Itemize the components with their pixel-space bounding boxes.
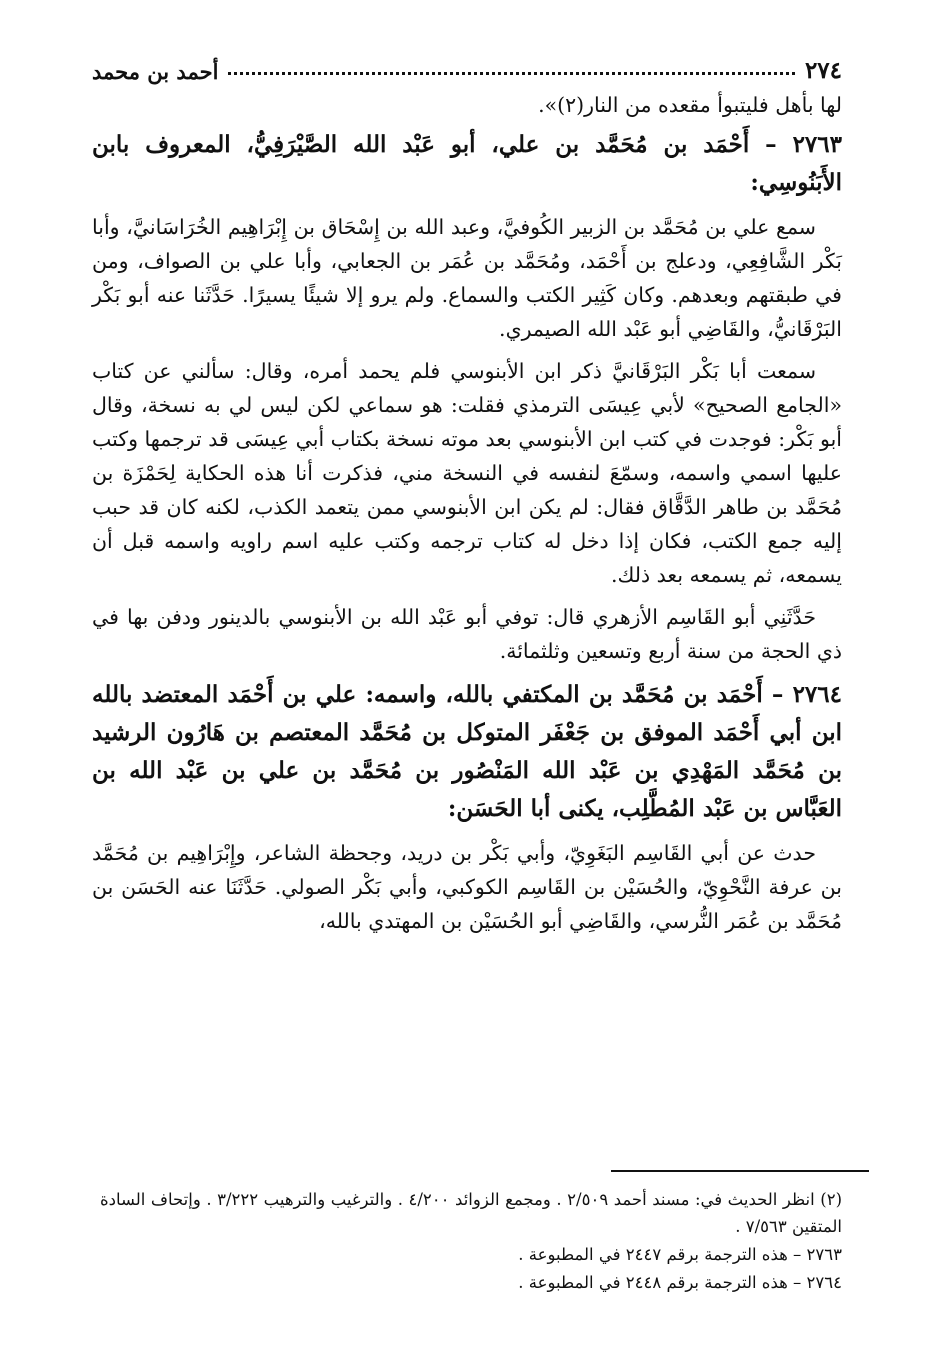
footnote-separator (611, 1170, 869, 1172)
footnote-1: (٢) انظر الحديث في: مسند أحمد ٢/٥٠٩ . ومجمع الزوائد ٤/٢٠٠ . والترغيب والترهيب ٣/٢٢٢ . وإتحاف السادة المتقين ٧/٥٦٣ . (100, 1190, 843, 1236)
footnotes (100, 1186, 842, 1297)
entry-2763-paragraph-3: حَدَّثَنِي أبو القَاسِم الأزهري قال: توفي أبو عَبْد الله بن الأبنوسي بالدينور ودفن بها في ذي الحجة من سنة أربع وتسعين وثلثمائة. (92, 605, 842, 663)
running-title: أحمد بن محمد (92, 59, 219, 84)
page-number: ٢٧٤ (804, 57, 842, 84)
header-dotted-leader (228, 72, 795, 75)
entry-2763-title: ٢٧٦٣ – أَحْمَد بن مُحَمَّد بن علي، أبو عَبْد الله الصَّيْرَفِيُّ، المعروف بابن الأَبَنُوسِي: (92, 131, 842, 196)
entry-2764-title: ٢٧٦٤ – أَحْمَد بن مُحَمَّد بن المكتفي بالله، واسمه: علي بن أَحْمَد المعتضد بالله ابن أبي أَحْمَد الموفق بن جَعْفَر المتوكل بن مُحَمَّد المعتصم بن هَارُون الرشيد بن مُحَمَّد المَهْدِي بن عَبْد الله المَنْصُور بن مُحَمَّد بن علي بن عَبْد الله بن العَبَّاس بن عَبْد المُطَّلِب، يكنى أبا الحَسَن: (92, 681, 842, 822)
entry-2764-paragraph-1: حدث عن أبي القَاسِم البَغَوِيّ، وأبي بَكْر بن دريد، وجحظة الشاعر، وإِبْرَاهِيم بن مُحَمَّد بن عرفة النَّحْوِيّ، والحُسَيْن بن القَاسِم الكوكبي، وأبي بَكْر الصولي. حَدَّثَنَا عنه الحَسَن بن مُحَمَّد بن عُمَر النُّرسي، والقَاضِي أبو الحُسَيْن بن المهتدي بالله، (92, 841, 842, 933)
footnote-3: ٢٧٦٤ – هذه الترجمة برقم ٢٤٤٨ في المطبوعة . (518, 1273, 842, 1292)
entry-2763-paragraph-1: سمع علي بن مُحَمَّد بن الزبير الكُوفيَّ، وعبد الله بن إِسْحَاق بن إِبْرَاهِيم الخُرَاسَانيَّ، وأبا بَكْر الشَّافِعِي، ودعلج بن أَحْمَد، ومُحَمَّد بن عُمَر بن الجعابي، وأبا علي بن الصواف، ومن في طبقتهم وبعدهم. وكان كَثِير الكتب والسماع. ولم يرو إلا شيئًا يسيرًا. حَدَّثَنا عنه أبو بَكْر البَرْقَانيُّ، والقَاضِي أبو عَبْد الله الصيمري. (92, 215, 842, 341)
page-header (92, 40, 842, 84)
entry-2763-paragraph-2: سمعت أبا بَكْر البَرْقَانيَّ ذكر ابن الأبنوسي فلم يحمد أمره، وقال: سألني عن كتاب «الجامع الصحيح» لأبي عِيسَى الترمذي فقلت: هو سماعي لكن ليس لي به نسخة، وقال أبو بَكْر: فوجدت في كتب ابن الأبنوسي بعد موته نسخة بكتاب أبي عِيسَى قد ترجمها وكتب عليها اسمي واسمه، وسمّعَ لنفسه في النسخة مني، فذكرت أنا هذه الحكاية لِحَمْزَة بن مُحَمَّد بن طاهر الدَّقَّاق فقال: لم يكن ابن الأبنوسي ممن يتعمد الكذب، لكنه كان قد حبب إليه جمع الكتب، فكان إذا دخل له كتاب ترجمه وكتب عليه اسم راويه واسمه قبل أن يسمعه، ثم يسمعه بعد ذلك. (92, 359, 842, 587)
continuation-text: لها بأهل فليتبوأ مقعده من النار(٢)». (538, 93, 842, 117)
footnote-2: ٢٧٦٣ – هذه الترجمة برقم ٢٤٤٧ في المطبوعة . (518, 1245, 842, 1264)
main-text (92, 88, 842, 946)
